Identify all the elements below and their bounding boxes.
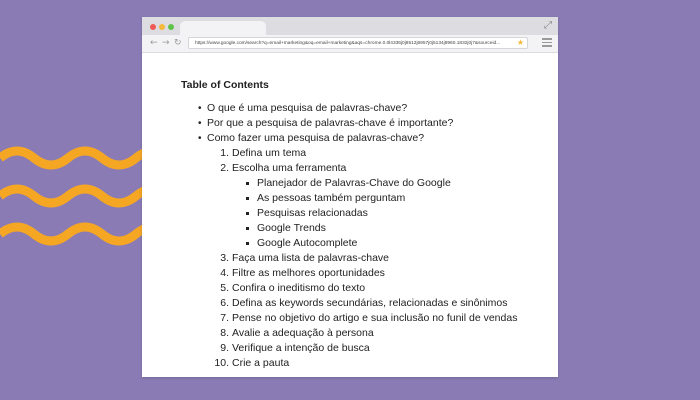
toc-title: Table of Contents	[181, 79, 269, 91]
toc-step[interactable]: Crie a pauta	[232, 357, 290, 369]
toc-step[interactable]: Filtre as melhores oportunidades	[232, 267, 385, 279]
tool-item[interactable]: Pesquisas relacionadas	[257, 207, 368, 219]
browser-window	[142, 17, 558, 377]
square-bullet-icon	[246, 242, 249, 245]
close-window-button[interactable]	[150, 24, 156, 30]
step-number: 4.	[220, 267, 229, 279]
step-number: 8.	[220, 327, 229, 339]
toc-step[interactable]: Pense no objetivo do artigo e sua inclusão no funil de vendas	[232, 312, 518, 324]
tool-item[interactable]: Google Autocomplete	[257, 237, 358, 249]
bullet-icon: •	[198, 103, 202, 114]
tool-item[interactable]: Planejador de Palavras-Chave do Google	[257, 177, 451, 189]
url-text[interactable]: https://www.google.com/search?q=email+marketing&oq=email+marketing&aqs=chrome.0.0l4336j0j8512j6957j0j5134j8960.1832j0j7&sourceid...	[195, 41, 501, 46]
page-content	[142, 53, 558, 377]
square-bullet-icon	[246, 227, 249, 230]
bookmark-star-icon[interactable]: ★	[516, 38, 524, 47]
expand-icon[interactable]: ⤢	[544, 20, 552, 31]
tool-item[interactable]: As pessoas também perguntam	[257, 192, 406, 204]
toc-step[interactable]: Verifique a intenção de busca	[232, 342, 370, 354]
step-number: 1.	[220, 147, 229, 159]
toc-item[interactable]: Como fazer uma pesquisa de palavras-chave?	[207, 132, 425, 144]
tool-item[interactable]: Google Trends	[257, 222, 326, 234]
toc-item[interactable]: Por que a pesquisa de palavras-chave é importante?	[207, 117, 454, 129]
toc-item[interactable]: O que é uma pesquisa de palavras-chave?	[207, 102, 408, 114]
step-number: 9.	[220, 342, 229, 354]
browser-tab[interactable]	[180, 21, 266, 35]
toc-step[interactable]: Defina as keywords secundárias, relacionadas e sinônimos	[232, 297, 508, 309]
toc-step[interactable]: Faça uma lista de palavras-chave	[232, 252, 389, 264]
reload-icon[interactable]: ↻	[174, 38, 182, 48]
step-number: 6.	[220, 297, 229, 309]
step-number: 5.	[220, 282, 229, 294]
square-bullet-icon	[246, 212, 249, 215]
step-number: 2.	[220, 162, 229, 174]
bullet-icon: •	[198, 118, 202, 129]
square-bullet-icon	[246, 182, 249, 185]
toc-step[interactable]: Confira o ineditismo do texto	[232, 282, 366, 294]
menu-icon[interactable]	[542, 38, 552, 49]
toc-step[interactable]: Defina um tema	[232, 147, 307, 159]
bullet-icon: •	[198, 133, 202, 144]
maximize-window-button[interactable]	[168, 24, 174, 30]
step-number: 3.	[220, 252, 229, 264]
browser-toolbar	[142, 35, 558, 53]
step-number: 10.	[214, 357, 229, 369]
step-number: 7.	[220, 312, 229, 324]
forward-arrow-icon[interactable]: →	[162, 38, 170, 48]
toc-step[interactable]: Avalie a adequação à persona	[232, 327, 374, 339]
square-bullet-icon	[246, 197, 249, 200]
back-arrow-icon[interactable]: ←	[150, 38, 158, 48]
minimize-window-button[interactable]	[159, 24, 165, 30]
address-bar[interactable]	[188, 37, 528, 49]
title-bar	[142, 17, 558, 35]
toc-step[interactable]: Escolha uma ferramenta	[232, 162, 347, 174]
